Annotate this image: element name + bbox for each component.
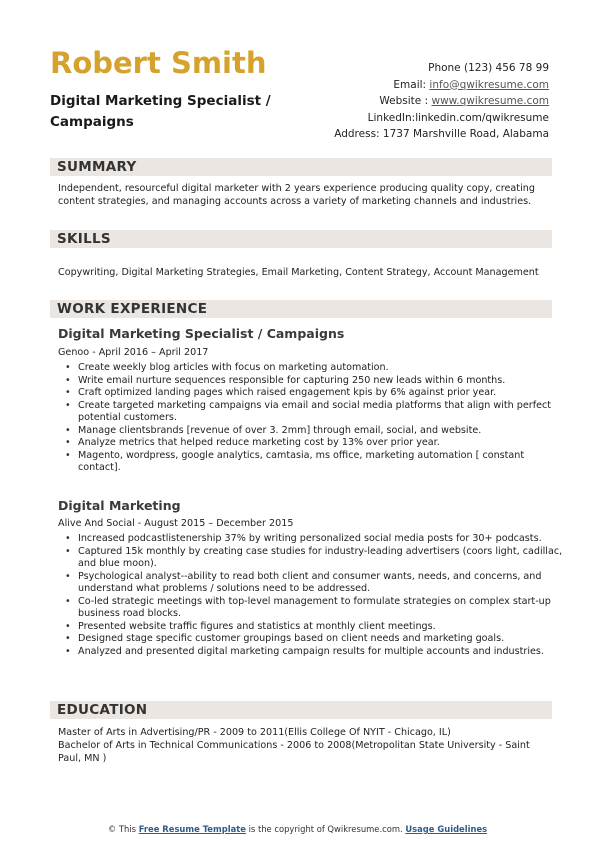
list-item: • Presented website traffic figures and statistics at monthly client meetings.	[78, 621, 564, 634]
list-item: • Designed stage specific customer groupings based on client needs and marketing goals.	[78, 633, 564, 646]
list-item: • Create targeted marketing campaigns via email and social media platforms that align with perfect potential customers.	[78, 400, 564, 425]
job-bullets-2	[58, 533, 564, 658]
job-meta-1: Genoo - April 2016 – April 2017	[58, 347, 209, 358]
candidate-title: Digital Marketing Specialist / Campaigns	[50, 93, 271, 130]
list-item: • Increased podcastlistenership 37% by writing personalized social media posts for 30+ podcasts.	[78, 533, 564, 546]
list-item: • Captured 15k monthly by creating case studies for industry-leading advertisers (coors light, cadillac, and blue moon).	[78, 546, 564, 571]
email-link[interactable]: info@qwikresume.com	[429, 78, 549, 91]
skills-text: Copywriting, Digital Marketing Strategies, Email Marketing, Content Strategy, Account Management	[58, 267, 539, 278]
linkedin-label: LinkedIn:	[367, 111, 416, 124]
summary-heading: SUMMARY	[57, 159, 137, 175]
work-heading: WORK EXPERIENCE	[57, 301, 208, 317]
phone-value: (123) 456 78 99	[463, 62, 549, 74]
linkedin-value: linkedin.com/qwikresume	[415, 111, 549, 124]
list-item: • Analyzed and presented digital marketing campaign results for multiple accounts and industries.	[78, 646, 564, 659]
footer-prefix: © This	[107, 824, 137, 834]
contact-block	[334, 60, 549, 143]
footer-middle: is the copyright of Qwikresume.com.	[248, 824, 403, 834]
address-value: 1737 Marshville Road, Alabama	[382, 128, 549, 140]
usage-guidelines-link[interactable]: Usage Guidelines	[405, 824, 488, 834]
page-footer	[0, 824, 595, 834]
list-item: • Write email nurture sequences responsible for capturing 250 new leads within 6 months.	[78, 375, 564, 388]
address-label: Address:	[334, 128, 380, 140]
contact-linkedin	[334, 110, 549, 127]
work-section-header	[50, 300, 552, 318]
job-bullets-1	[58, 362, 564, 475]
skills-heading: SKILLS	[57, 231, 111, 247]
list-item: • Manage clientsbrands [revenue of over 3. 2mm] through email, social, and website.	[78, 425, 564, 438]
free-resume-template-link[interactable]: Free Resume Template	[138, 824, 246, 834]
job-title-2: Digital Marketing	[58, 498, 181, 513]
candidate-name: Robert Smith	[50, 46, 267, 80]
skills-section-header	[50, 230, 552, 248]
phone-label: Phone	[428, 62, 461, 74]
contact-address	[334, 126, 549, 143]
job-title-1: Digital Marketing Specialist / Campaigns	[58, 326, 345, 341]
contact-phone	[334, 60, 549, 77]
education-entry-1: Master of Arts in Advertising/PR - 2009 to 2011(Ellis College Of NYIT - Chicago, IL)	[58, 727, 451, 738]
website-link[interactable]: www.qwikresume.com	[431, 95, 549, 107]
list-item: • Magento, wordpress, google analytics, camtasia, ms office, marketing automation [ constant contact].	[78, 450, 564, 475]
education-entry-2: Bachelor of Arts in Technical Communications - 2006 to 2008(Metropolitan State University - Saint Paul, MN )	[58, 740, 530, 764]
contact-email	[334, 77, 549, 94]
list-item: • Psychological analyst--ability to read both client and consumer wants, needs, and concerns, and understand what problems / solutions need to be addressed.	[78, 571, 564, 596]
list-item: • Create weekly blog articles with focus on marketing automation.	[78, 362, 564, 375]
email-label: Email:	[393, 78, 427, 91]
contact-website	[334, 93, 549, 110]
list-item: • Craft optimized landing pages which raised engagement kpis by 6% against prior year.	[78, 387, 564, 400]
job-meta-2: Alive And Social - August 2015 – December 2015	[58, 518, 294, 529]
list-item: • Analyze metrics that helped reduce marketing cost by 13% over prior year.	[78, 437, 564, 450]
education-section-header	[50, 701, 552, 719]
summary-text: Independent, resourceful digital marketer with 2 years experience producing quality copy, creating content strategies, and managing accounts across a variety of marketing channels and industries.	[58, 183, 535, 207]
website-label: Website :	[379, 95, 429, 107]
summary-section-header	[50, 158, 552, 176]
list-item: • Co-led strategic meetings with top-level management to formulate strategies on complex start-up business road blocks.	[78, 596, 564, 621]
education-heading: EDUCATION	[57, 702, 148, 718]
